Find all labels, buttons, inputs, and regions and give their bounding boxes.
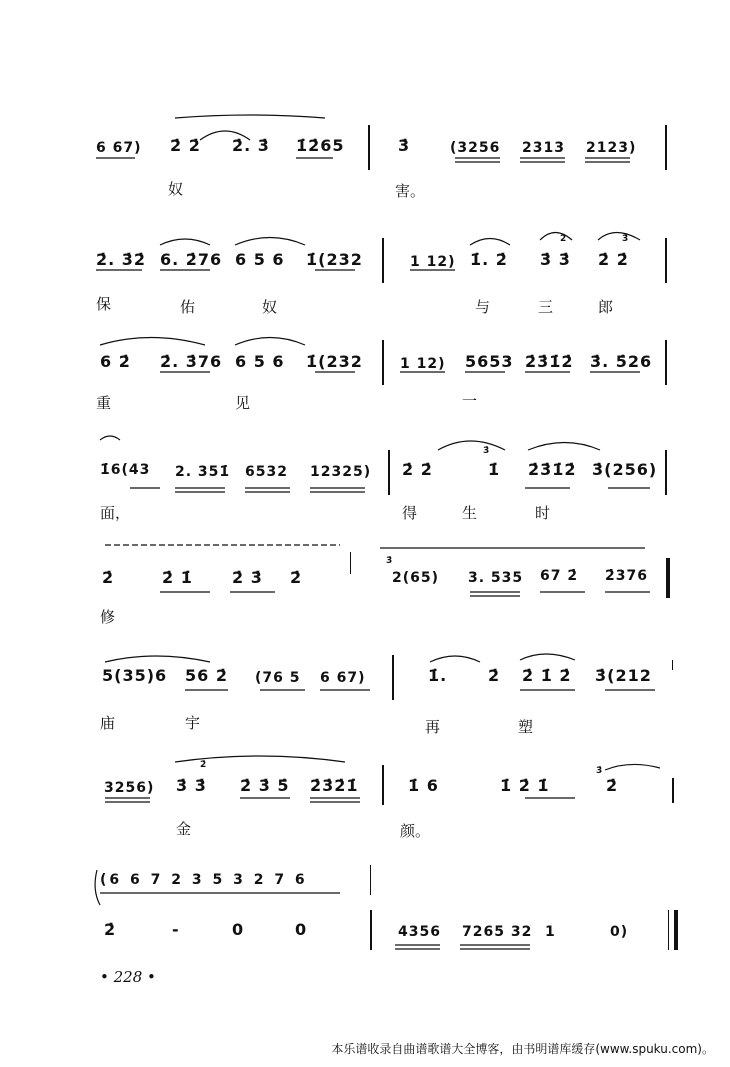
note-group: 3̇(256) (592, 460, 658, 479)
note-group: 2̇ (104, 920, 117, 939)
note-group: 2̇. 3̇ (232, 136, 270, 155)
lyric: 三 (538, 298, 554, 316)
note-group: - (172, 920, 180, 939)
note-group: 6 67) (96, 140, 142, 156)
note-group: 1̇(232 (306, 352, 363, 371)
note-group: 6532 (245, 464, 288, 480)
bar-line (388, 450, 390, 495)
bar-line (370, 910, 372, 950)
note-group: 4356 (398, 924, 441, 940)
note-group: (3256 (450, 140, 501, 156)
note-group: 3̇ 3̇ (540, 250, 571, 269)
lyric: 见 (235, 394, 251, 412)
final-bar-thin (668, 910, 669, 950)
lyric: 保 (96, 295, 112, 313)
note-group: 2̇3̇2̇1̇ (310, 776, 359, 795)
lyric: 时 (535, 504, 551, 522)
lyric: 害。 (395, 182, 426, 200)
final-bar-thick (674, 910, 678, 950)
bar-line (666, 558, 670, 598)
note-group: 3̇ (398, 136, 411, 155)
grace-note: 2̇ (560, 234, 568, 244)
note-group: 2̇. 3̇2̇ (96, 250, 147, 269)
note-group: 1̇. 2̇ (470, 250, 508, 269)
note-group: 1̇6(43 (100, 462, 151, 478)
note-group: (6 6 7 2 3 5 3 2 7 6 (100, 872, 308, 888)
note-group: 2̇ 1̇ (162, 568, 193, 587)
bar-line (382, 238, 384, 283)
note-group: 2̇ (488, 666, 501, 685)
note-group: 2̇. 3̇76 (160, 352, 223, 371)
note-group: 2. 351̇ (175, 464, 231, 480)
lyric: 修 (100, 608, 116, 626)
source-footer: 本乐谱收录自曲谱歌谱大全博客，由书明谱库缓存(www.spuku.com)。 (331, 1042, 714, 1056)
note-group: 2̇ (102, 568, 115, 587)
bar-line (672, 778, 674, 803)
note-group: 1̇(232 (306, 250, 363, 269)
note-group: 2̇ (290, 568, 303, 587)
note-group: 2̇3̇1̇2̇ (525, 352, 574, 371)
note-group: 3. 535 (468, 570, 524, 586)
note-group: 2̇ 3̇ (232, 568, 263, 587)
lyric: 宇 (185, 714, 201, 732)
note-group: 6 5 6 (235, 250, 285, 269)
bar-line (370, 865, 371, 895)
note-group: 1̇2̇65 (296, 136, 345, 155)
note-group: (76 5 (255, 670, 301, 686)
note-group: 2̇3̇1̇2̇ (528, 460, 577, 479)
grace-note: 2̇ (200, 760, 208, 770)
bar-line (665, 238, 667, 283)
note-group: 6 67) (320, 670, 366, 686)
note-group: 56 2̇ (185, 666, 228, 685)
page-number: • 228 • (100, 968, 156, 986)
lyric: 颜。 (400, 822, 431, 840)
note-group: 2̇ 2̇ (170, 136, 201, 155)
bar-line (665, 450, 667, 495)
bar-line (350, 552, 351, 574)
note-group: 5653 (465, 352, 514, 371)
lyric: 一 (462, 392, 478, 410)
note-group: 0 (295, 920, 308, 939)
lyric: 再 (425, 718, 441, 736)
note-group: 3̇ 3̇ (176, 776, 207, 795)
bar-line (392, 655, 394, 700)
note-group: 12325) (310, 464, 372, 480)
note-group: 1̇. (428, 666, 448, 685)
grace-note: 3̇ (483, 446, 491, 456)
note-group: 2̇ (606, 776, 619, 795)
bar-line (672, 660, 673, 670)
bar-line (665, 340, 667, 385)
note-group: 5(35)6 (102, 666, 168, 685)
lyric: 重 (96, 394, 112, 412)
note-group: 1̇ 6 (408, 776, 439, 795)
note-group: 0 (232, 920, 245, 939)
lyric: 庙 (100, 714, 116, 732)
note-group: 3256) (104, 780, 155, 796)
note-group: 0) (610, 924, 629, 940)
note-group: 1 (545, 924, 556, 940)
note-group: 2̇ 3̇ 5̇ (240, 776, 290, 795)
bar-line (382, 765, 384, 805)
note-group: 2̇376 (605, 568, 648, 584)
note-group: 3̇(212 (595, 666, 652, 685)
note-group: 2̇ 2̇ (598, 250, 629, 269)
lyric: 奴 (168, 180, 184, 198)
note-group: 7265 32 (462, 924, 533, 940)
note-group: 6 5 6 (235, 352, 285, 371)
note-group: 2̇ 1̇ 2̇ (522, 666, 572, 685)
note-group: 2313 (522, 140, 565, 156)
note-group: 2̇ 2̇ (402, 460, 433, 479)
note-group: 1̇ 2̇ 1̇ (500, 776, 550, 795)
grace-note: 3̇ (622, 234, 630, 244)
note-group: 1 12) (400, 356, 446, 372)
note-group: 1 12) (410, 254, 456, 270)
note-group: 2123) (586, 140, 637, 156)
lyric: 与 (475, 298, 491, 316)
grace-note: 3̇ (386, 556, 394, 566)
lyric: 塑 (518, 718, 534, 736)
lyric: 奴 (262, 298, 278, 316)
lyric: 佑 (180, 298, 196, 316)
lyric: 得 (402, 504, 418, 522)
note-group: 6 2̇ (100, 352, 131, 371)
lyric: 郎 (598, 298, 614, 316)
note-group: 3̇. 5̇26 (590, 352, 653, 371)
note-group: 67 2̇ (540, 568, 579, 584)
lyric: 金 (176, 820, 192, 838)
lyric: 面， (100, 504, 131, 522)
bar-line (665, 125, 667, 170)
grace-note: 3̇ (596, 766, 604, 776)
lyric: 生 (462, 504, 478, 522)
bar-line (382, 340, 384, 385)
note-group: 6. 2̇76 (160, 250, 223, 269)
note-group: 1̇ (488, 460, 501, 479)
note-group: 2(65) (392, 570, 440, 586)
bar-line (368, 125, 370, 170)
